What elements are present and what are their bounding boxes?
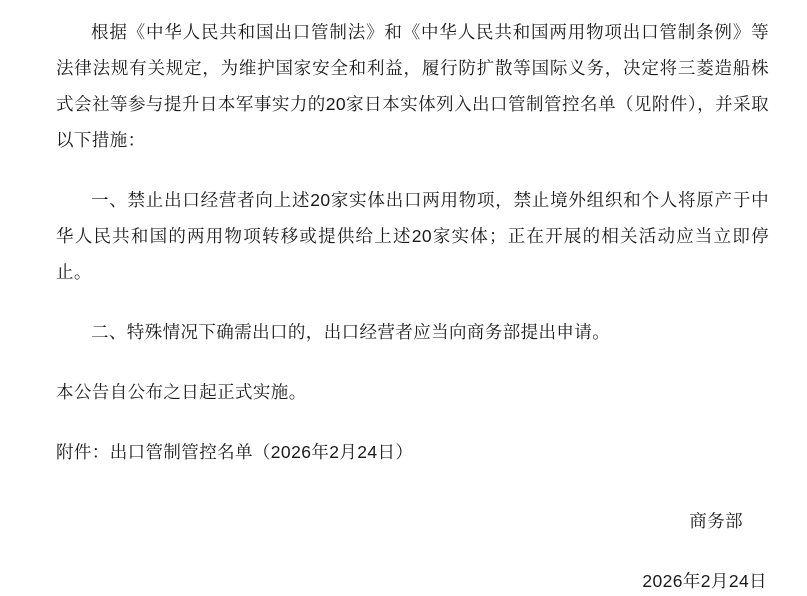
document-body — [56, 14, 779, 470]
paragraph-attachment: 附件：出口管制管控名单（2026年2月24日） — [56, 442, 414, 462]
paragraph-measure-one: 一、禁止出口经营者向上述20家实体出口两用物项，禁止境外组织和个人将原产于中华人民共和国的两用物项转移或提供给上述20家实体；正在开展的相关活动应当立即停止。 — [56, 190, 769, 282]
document-date: 2026年2月24日 — [642, 571, 767, 591]
paragraph-effective-notice: 本公告自公布之日起正式实施。 — [56, 382, 307, 402]
paragraph-preamble: 根据《中华人民共和国出口管制法》和《中华人民共和国两用物项出口管制条例》等法律法规有关规定，为维护国家安全和利益，履行防扩散等国际义务，决定将三菱造船株式会社等参与提升日本军事实力的20家日本实体列入出口管制管控名单（见附件），并采取以下措施： — [56, 22, 769, 150]
paragraph-measure-two: 二、特殊情况下确需出口的，出口经营者应当向商务部提出申请。 — [91, 322, 611, 342]
document-signature: 商务部 — [689, 511, 743, 531]
